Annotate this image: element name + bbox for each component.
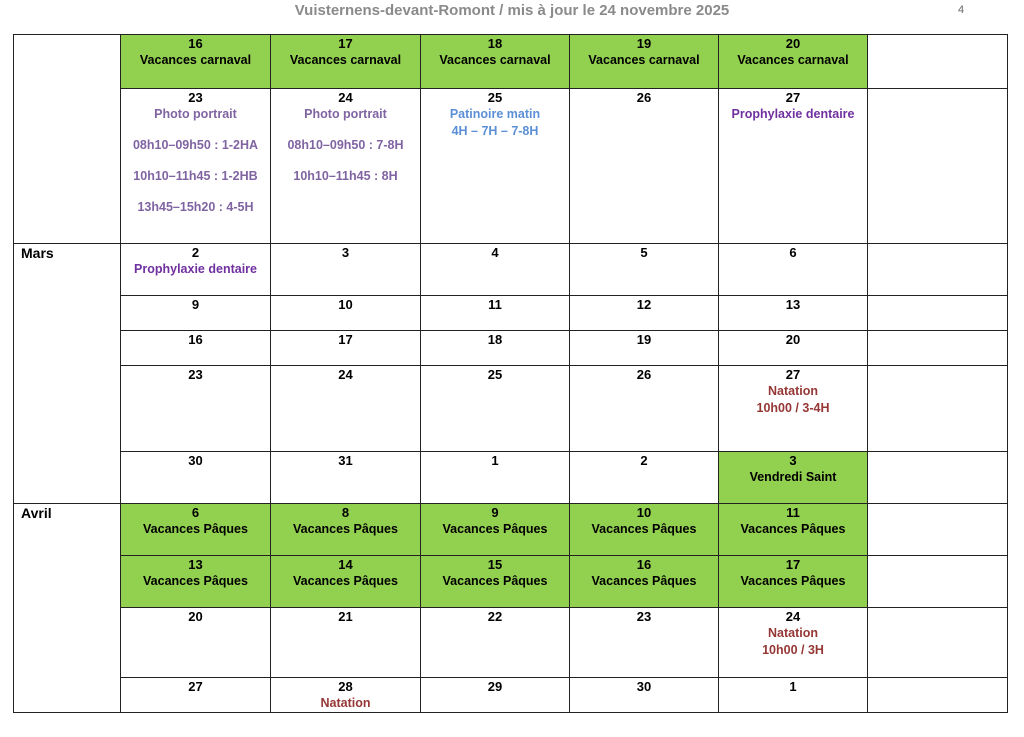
- week-row: [14, 366, 1008, 452]
- day-number: 17: [338, 332, 353, 347]
- event-label: Vacances Pâques: [143, 574, 248, 588]
- day-number: 6: [789, 245, 797, 260]
- day-cell: [271, 366, 421, 452]
- day-cell: [121, 678, 271, 713]
- event-label: Natation: [768, 384, 818, 398]
- day-cell: [719, 608, 868, 678]
- day-number: 27: [785, 90, 801, 105]
- event-label: Vacances Pâques: [293, 574, 398, 588]
- day-number: 2: [191, 245, 200, 260]
- day-cell: [271, 452, 421, 504]
- day-number: 16: [188, 36, 203, 51]
- day-number: 22: [487, 609, 503, 624]
- day-cell: [570, 296, 719, 331]
- day-cell: [868, 678, 1008, 713]
- day-number: 2: [640, 453, 648, 468]
- day-number: 24: [785, 609, 801, 624]
- day-number: 4: [491, 245, 499, 260]
- month-cell: [14, 35, 121, 244]
- day-cell: [421, 296, 570, 331]
- week-row: [14, 504, 1008, 556]
- day-number: 30: [188, 453, 203, 468]
- day-cell: [570, 608, 719, 678]
- day-cell: [271, 296, 421, 331]
- day-number: 26: [636, 90, 652, 105]
- week-row: [14, 608, 1008, 678]
- day-cell: [121, 452, 271, 504]
- day-cell: [421, 366, 570, 452]
- event-label: Vacances carnaval: [737, 53, 849, 67]
- day-cell: [121, 556, 271, 608]
- day-cell: [271, 608, 421, 678]
- day-cell: [271, 556, 421, 608]
- week-row: [14, 556, 1008, 608]
- day-cell: [570, 89, 719, 244]
- day-cell: [570, 331, 719, 366]
- day-cell: [868, 331, 1008, 366]
- week-row: [14, 678, 1008, 713]
- day-number: 3: [789, 453, 797, 468]
- day-number: 12: [636, 297, 652, 312]
- day-number: 16: [636, 557, 652, 572]
- day-number: 11: [488, 297, 502, 312]
- page-number: 4: [958, 4, 965, 16]
- event-label: Vendredi Saint: [749, 470, 837, 484]
- day-number: 31: [338, 453, 353, 468]
- day-cell: [868, 556, 1008, 608]
- day-number: 20: [188, 609, 203, 624]
- day-cell: [570, 556, 719, 608]
- day-cell: [271, 504, 421, 556]
- day-cell: [868, 452, 1008, 504]
- event-label: 08h10–09h50 : 7-8H: [287, 138, 404, 152]
- day-number: 19: [636, 36, 652, 51]
- day-cell: [868, 608, 1008, 678]
- event-label: Photo portrait: [154, 107, 237, 121]
- day-number: 18: [487, 36, 503, 51]
- day-cell: [121, 366, 271, 452]
- event-label: 10h10–11h45 : 1-2HB: [133, 169, 258, 183]
- day-number: 24: [338, 90, 353, 105]
- day-number: 1: [491, 453, 499, 468]
- event-label: Vacances carnaval: [588, 53, 700, 67]
- day-cell: [570, 452, 719, 504]
- day-cell: [868, 366, 1008, 452]
- event-label: Vacances Pâques: [740, 574, 846, 588]
- day-cell: [421, 608, 570, 678]
- month-label: Avril: [21, 505, 52, 521]
- day-cell: [421, 244, 570, 296]
- day-cell: [271, 331, 421, 366]
- event-label: Vacances Pâques: [143, 522, 248, 536]
- day-cell: [421, 89, 570, 244]
- day-cell: [121, 504, 271, 556]
- day-cell: [719, 296, 868, 331]
- day-cell: [719, 331, 868, 366]
- day-cell: [868, 244, 1008, 296]
- day-cell: [719, 366, 868, 452]
- day-cell: [570, 504, 719, 556]
- day-cell: [719, 35, 868, 89]
- day-number: 5: [640, 245, 648, 260]
- day-number: 14: [338, 557, 353, 572]
- day-cell: [868, 89, 1008, 244]
- week-row: [14, 35, 1008, 89]
- day-number: 18: [487, 332, 503, 347]
- event-label: Vacances Pâques: [591, 522, 697, 536]
- week-row: [14, 331, 1008, 366]
- day-number: 30: [636, 679, 652, 694]
- day-cell: [421, 504, 570, 556]
- event-label: Vacances Pâques: [442, 574, 548, 588]
- day-cell: [121, 331, 271, 366]
- day-number: 25: [487, 367, 503, 382]
- day-number: 17: [338, 36, 353, 51]
- day-number: 27: [188, 679, 203, 694]
- day-number: 10: [636, 505, 652, 520]
- week-row: [14, 452, 1008, 504]
- day-cell: [719, 244, 868, 296]
- day-number: 17: [785, 557, 801, 572]
- day-number: 29: [487, 679, 503, 694]
- event-label: Vacances carnaval: [289, 53, 402, 67]
- day-number: 13: [188, 557, 203, 572]
- day-cell: [719, 556, 868, 608]
- day-cell: [719, 678, 868, 713]
- day-cell: [868, 504, 1008, 556]
- day-cell: [868, 296, 1008, 331]
- event-label: 13h45–15h20 : 4-5H: [137, 200, 254, 214]
- event-label: Vacances Pâques: [293, 522, 398, 536]
- day-number: 3: [341, 245, 350, 260]
- event-label: 08h10–09h50 : 1-2HA: [132, 138, 259, 152]
- event-label: 10h00 / 3-4H: [756, 401, 830, 415]
- event-label: Vacances Pâques: [591, 574, 697, 588]
- day-cell: [570, 35, 719, 89]
- day-number: 23: [188, 367, 203, 382]
- day-number: 19: [636, 332, 652, 347]
- week-row: [14, 244, 1008, 296]
- day-number: 9: [491, 505, 499, 520]
- day-cell: [570, 244, 719, 296]
- day-number: 23: [636, 609, 652, 624]
- day-cell: [421, 452, 570, 504]
- day-number: 15: [487, 557, 503, 572]
- event-label: 10h00 / 3H: [762, 643, 824, 657]
- day-number: 20: [785, 36, 801, 51]
- day-cell: [719, 89, 868, 244]
- day-cell: [121, 244, 271, 296]
- month-cell: [14, 244, 121, 504]
- month-label: Mars: [21, 245, 54, 261]
- event-label: 4H – 7H – 7-8H: [451, 124, 539, 138]
- day-number: 24: [338, 367, 353, 382]
- day-cell: [121, 296, 271, 331]
- day-number: 8: [341, 505, 350, 520]
- day-cell: [121, 608, 271, 678]
- day-cell: [719, 504, 868, 556]
- day-cell: [121, 89, 271, 244]
- day-number: 9: [191, 297, 200, 312]
- day-number: 26: [636, 367, 652, 382]
- week-row: [14, 296, 1008, 331]
- event-label: Vacances Pâques: [442, 522, 548, 536]
- day-cell: [421, 678, 570, 713]
- event-label: Vacances Pâques: [740, 522, 846, 536]
- day-cell: [271, 89, 421, 244]
- month-cell: [14, 504, 121, 713]
- day-number: 10: [338, 297, 353, 312]
- day-number: 1: [789, 679, 797, 694]
- event-label: Vacances carnaval: [439, 53, 551, 67]
- week-row: [14, 89, 1008, 244]
- event-label: Photo portrait: [304, 107, 387, 121]
- event-label: Vacances carnaval: [139, 53, 252, 67]
- event-label: Prophylaxie dentaire: [134, 262, 257, 276]
- day-cell: [421, 556, 570, 608]
- day-cell: [271, 244, 421, 296]
- day-number: 21: [338, 609, 353, 624]
- day-cell: [121, 35, 271, 89]
- day-number: 16: [188, 332, 203, 347]
- page-title: Vuisternens-devant-Romont / mis à jour le 24 novembre 2025: [294, 2, 730, 19]
- day-number: 23: [188, 90, 203, 105]
- day-number: 20: [785, 332, 801, 347]
- day-number: 6: [191, 505, 200, 520]
- event-label: Natation: [768, 626, 818, 640]
- day-cell: [719, 452, 868, 504]
- day-number: 27: [785, 367, 801, 382]
- day-cell: [271, 678, 421, 713]
- event-label: Natation: [320, 696, 371, 710]
- calendar-table: [13, 34, 1008, 713]
- day-cell: [570, 678, 719, 713]
- day-number: 11: [786, 505, 800, 520]
- day-cell: [570, 366, 719, 452]
- event-label: Prophylaxie dentaire: [731, 107, 855, 121]
- event-label: 10h10–11h45 : 8H: [293, 169, 398, 183]
- day-number: 25: [487, 90, 503, 105]
- day-cell: [421, 35, 570, 89]
- day-cell: [421, 331, 570, 366]
- event-label: Patinoire matin: [449, 107, 541, 121]
- day-cell: [868, 35, 1008, 89]
- day-number: 13: [785, 297, 801, 312]
- day-number: 28: [338, 679, 353, 694]
- day-cell: [271, 35, 421, 89]
